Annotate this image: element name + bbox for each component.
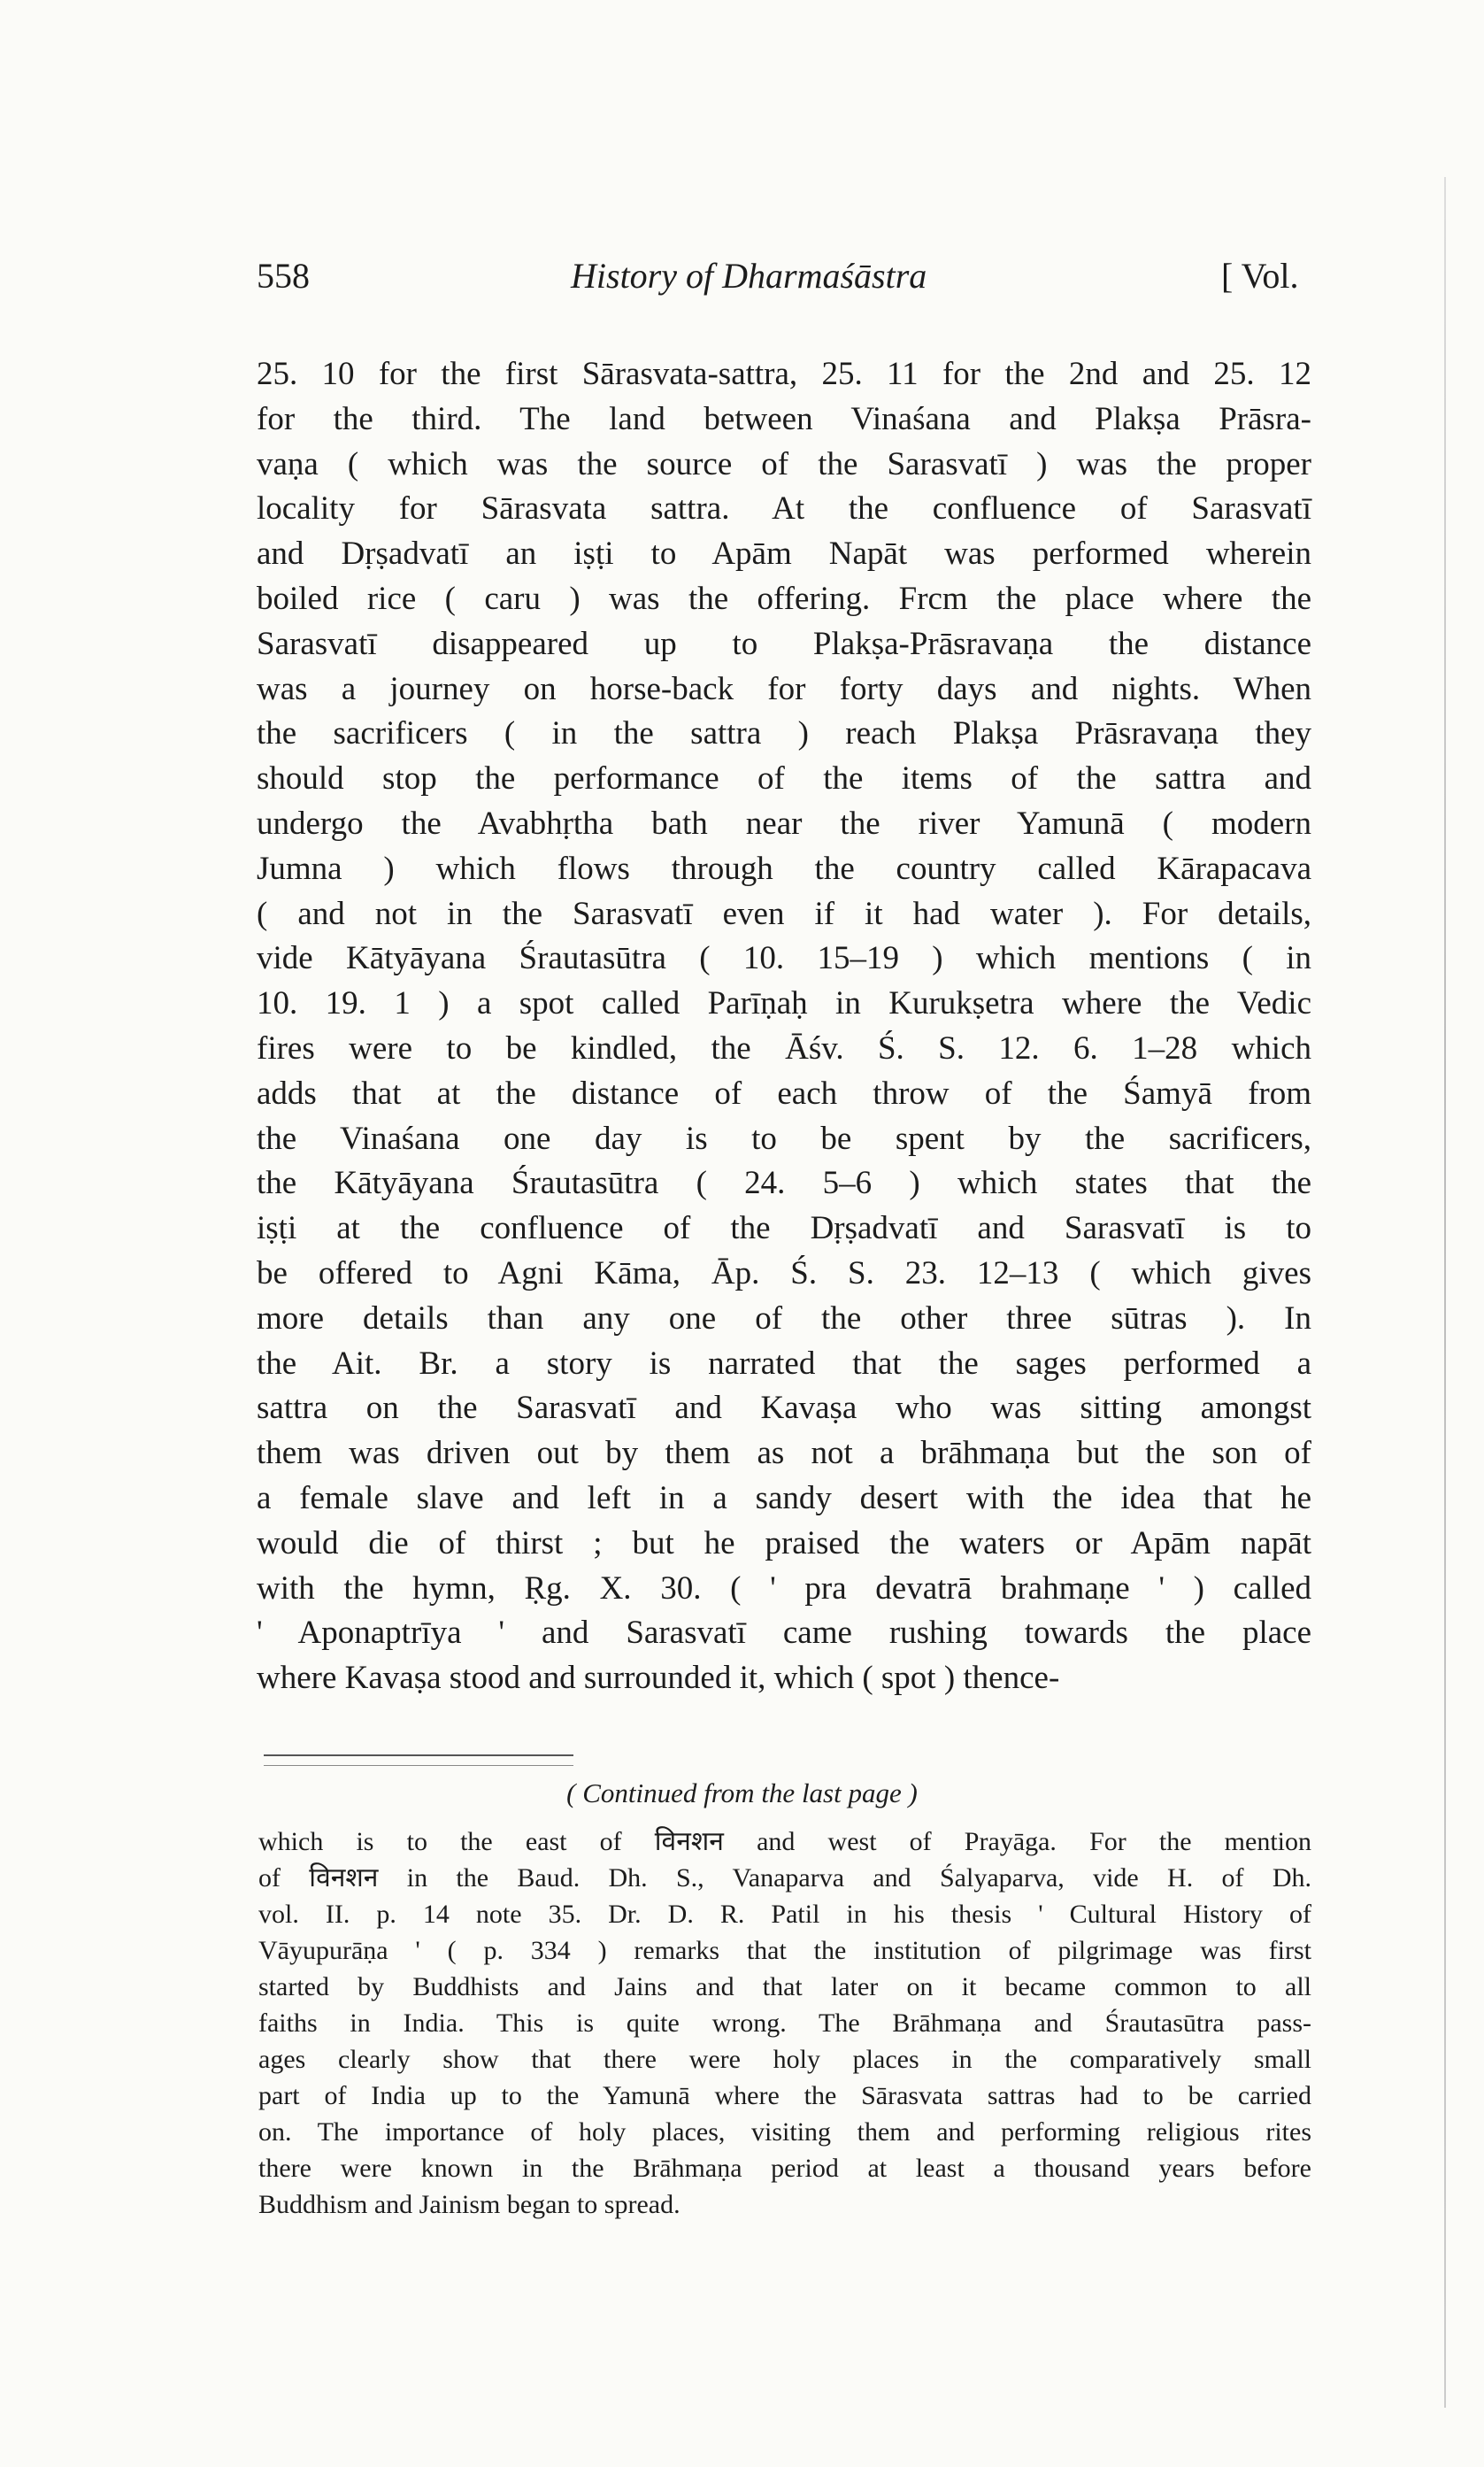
body-text-line: where Kavaṣa stood and surrounded it, which ( spot ) thence- [257, 1660, 1060, 1697]
body-text-line: and Dṛṣadvatī an iṣṭi to Apām Napāt was performed wherein [257, 536, 1311, 573]
footnote-line: faiths in India. This is quite wrong. The Brāhmaṇa and Śrautasūtra pass- [258, 2008, 1311, 2038]
main-text [257, 352, 1311, 1701]
body-text-line: boiled rice ( caru ) was the offering. Frcm the place where the [257, 580, 1311, 617]
body-text-line: ' Aponaptrīya ' and Sarasvatī came rushing towards the place [257, 1615, 1311, 1652]
body-text-line: 10. 19. 1 ) a spot called Parīṇaḥ in Kurukṣetra where the Vedic [257, 985, 1311, 1022]
body-text-line: Sarasvatī disappeared up to Plakṣa-Prāsravaṇa the distance [257, 625, 1311, 662]
page-number: 558 [257, 256, 310, 296]
body-text-line: be offered to Agni Kāma, Āp. Ś. S. 23. 12–13 ( which gives [257, 1254, 1311, 1291]
body-text-line: the sacrificers ( in the sattra ) reach Plakṣa Prāsravaṇa they [257, 715, 1311, 752]
body-text-line: adds that at the distance of each throw of the Śamyā from [257, 1075, 1311, 1112]
volume-label: [ Vol. [1221, 256, 1299, 296]
footnote-line: Buddhism and Jainism began to spread. [258, 2190, 680, 2219]
body-text-line: should stop the performance of the items of the sattra and [257, 760, 1311, 798]
body-text-line: would die of thirst ; but he praised the waters or Apām napāt [257, 1524, 1311, 1561]
body-text-line: for the third. The land between Vinaśana and Plakṣa Prāsra- [257, 400, 1311, 437]
footnote-separator [264, 1754, 573, 1766]
body-text-line: the Kātyāyana Śrautasūtra ( 24. 5–6 ) which states that the [257, 1165, 1311, 1202]
body-text-line: ( and not in the Sarasvatī even if it had water ). For details, [257, 895, 1311, 932]
body-text-line: locality for Sārasvata sattra. At the confluence of Sarasvatī [257, 490, 1311, 528]
footnote-line: on. The importance of holy places, visiting them and performing religious rites [258, 2117, 1311, 2147]
body-text-line: the Vinaśana one day is to be spent by the sacrificers, [257, 1120, 1311, 1157]
running-title: History of Dharmaśāstra [571, 256, 927, 296]
body-text-line: sattra on the Sarasvatī and Kavaṣa who was sitting amongst [257, 1390, 1311, 1427]
footnote-line: Vāyupurāṇa ' ( p. 334 ) remarks that the institution of pilgrimage was first [258, 1936, 1311, 1965]
footnote-heading: ( Continued from the last page ) [566, 1777, 918, 1808]
footnote-line: part of India up to the Yamunā where the Sārasvata sattras had to be carried [258, 2081, 1311, 2110]
body-text-line: more details than any one of the other three sūtras ). In [257, 1299, 1311, 1337]
footnote-line: vol. II. p. 14 note 35. Dr. D. R. Patil in his thesis ' Cultural History of [258, 1900, 1311, 1929]
body-text-line: fires were to be kindled, the Āśv. Ś. S. 12. 6. 1–28 which [257, 1029, 1311, 1067]
footnote-text [258, 1823, 1311, 2223]
page-edge-shadow [1444, 177, 1446, 2408]
body-text-line: the Ait. Br. a story is narrated that the sages performed a [257, 1345, 1311, 1382]
footnote-line: started by Buddhists and Jains and that later on it became common to all [258, 1972, 1311, 2001]
body-text-line: iṣṭi at the confluence of the Dṛṣadvatī and Sarasvatī is to [257, 1210, 1311, 1247]
body-text-line: with the hymn, Ṛg. X. 30. ( ' pra devatrā brahmaṇe ' ) called [257, 1569, 1311, 1607]
body-text-line: Jumna ) which flows through the country called Kārapacava [257, 850, 1311, 887]
footnote-line: there were known in the Brāhmaṇa period at least a thousand years before [258, 2154, 1311, 2183]
body-text-line: vide Kātyāyana Śrautasūtra ( 10. 15–19 ) which mentions ( in [257, 940, 1311, 977]
body-text-line: undergo the Avabhṛtha bath near the river Yamunā ( modern [257, 805, 1311, 842]
body-text-line: a female slave and left in a sandy desert with the idea that he [257, 1479, 1311, 1516]
footnote-line: of विनशन in the Baud. Dh. S., Vanaparva and Śalyaparva, vide H. of Dh. [258, 1863, 1311, 1893]
body-text-line: 25. 10 for the first Sārasvata-sattra, 25. 11 for the 2nd and 25. 12 [257, 356, 1311, 392]
footnote-line: which is to the east of विनशन and west of Prayāga. For the mention [258, 1827, 1311, 1856]
body-text-line: vaṇa ( which was the source of the Sarasvatī ) was the proper [257, 445, 1311, 482]
body-text-line: was a journey on horse-back for forty days and nights. When [257, 670, 1311, 707]
body-text-line: them was driven out by them as not a brāhmaṇa but the son of [257, 1435, 1311, 1472]
footnote-line: ages clearly show that there were holy places in the comparatively small [258, 2045, 1311, 2074]
